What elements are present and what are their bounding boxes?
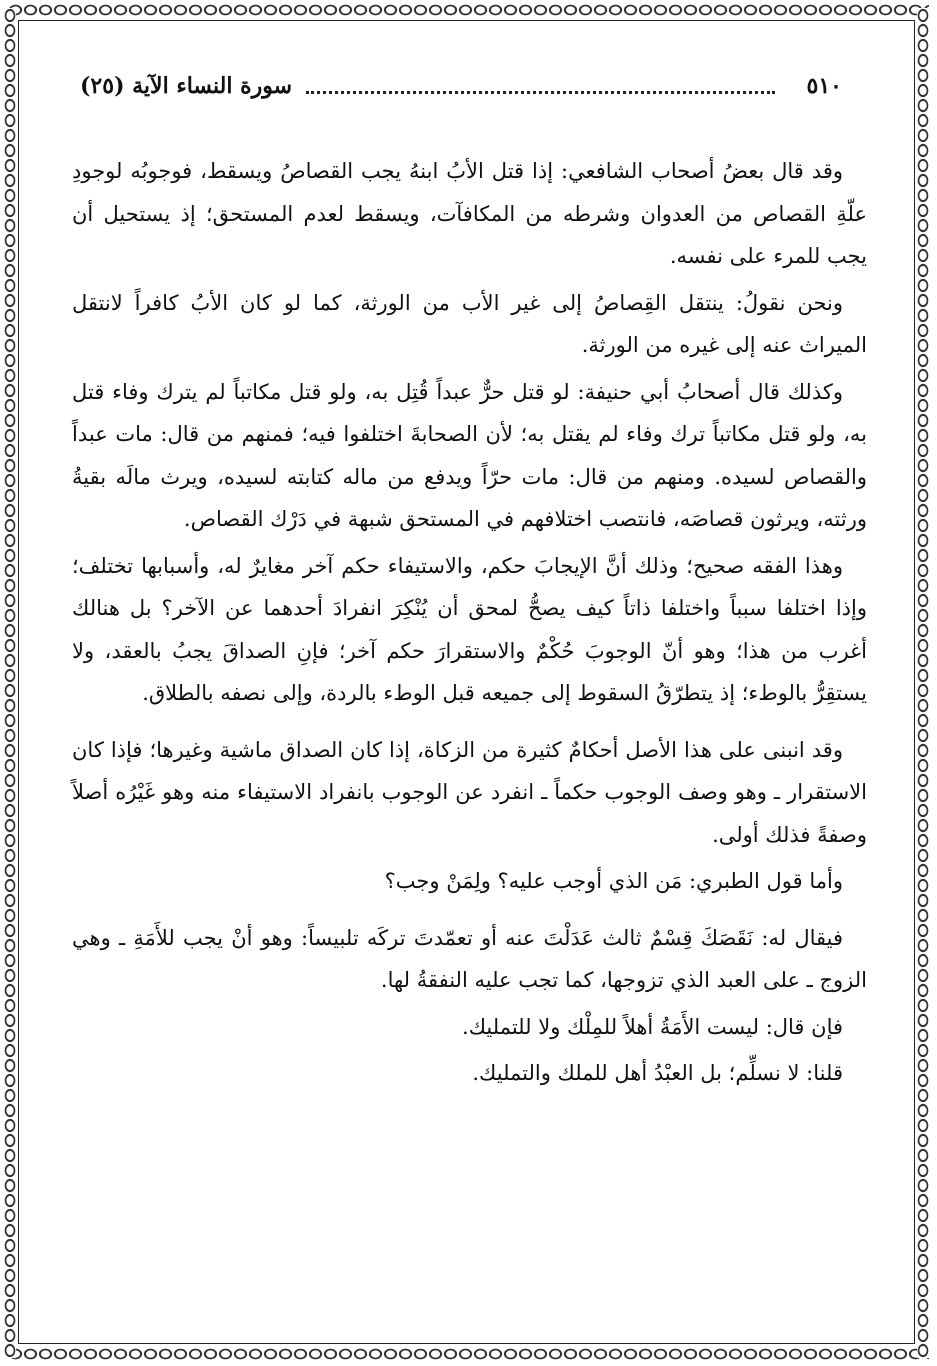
page-number: ٥١٠ bbox=[806, 73, 842, 99]
decorative-border-right bbox=[917, 8, 929, 1358]
surah-title: سورة النساء الآية (٢٥) bbox=[80, 73, 293, 99]
paragraph: وقد قال بعضُ أصحاب الشافعي: إذا قتل الأبُ ابنهُ يجب القصاصُ ويسقط، فوجوبُه لوجودِ علّةِ القصاص من العدوان وشرطه من المكافآت، ويسقط لعدم المستحق؛ إذ يستحيل أن يجب للمرء على نفسه. bbox=[72, 159, 867, 268]
paragraph: فيقال له: نَقَصَكَ قِسْمٌ ثالث عَدَلْتَ عنه أو تعمّدتَ تركَه تلبيساً: وهو أنْ يجب للأَمَةِ ـ وهي الزوج ـ على العبد الذي تزوجها، كما تجب عليه النفقةُ لها. bbox=[72, 925, 867, 992]
paragraph: ونحن نقولُ: ينتقل القِصاصُ إلى غير الأب من الورثة، كما لو كان الأبُ كافراً لانتقل الميراث عنه إلى غيره من الورثة. bbox=[72, 290, 867, 357]
page-body bbox=[72, 150, 867, 1099]
running-header bbox=[80, 66, 842, 106]
decorative-border-left bbox=[4, 8, 16, 1358]
decorative-border-bottom bbox=[8, 1348, 929, 1360]
paragraph: وأما قول الطبري: مَن الذي أوجب عليه؟ ولِمَنْ وجب؟ bbox=[384, 869, 843, 893]
paragraph: وهذا الفقه صحيح؛ وذلك أنَّ الإيجابَ حكم، والاستيفاء حكم آخر مغايرٌ له، وأسبابها تختلف؛ وإذا اختلفا سبباً واختلفا ذاتاً كيف يصحُّ لمحق أن يُنْكِرَ انفرادَ أحدهما عن الآخر؟ بل هنالك أغرب من هذا؛ وهو أنّ الوجوبَ حُكْمٌ والاستقرارَ حكم آخر؛ فإنِ الصداقَ يجبُ بالعقد، ولا يستقِرُّ بالوطء؛ إذ يتطرّقُ السقوط إلى جميعه قبل الوطء بالردة، وإلى نصفه بالطلاق. bbox=[72, 553, 867, 705]
paragraph: وكذلك قال أصحابُ أبي حنيفة: لو قتل حرٌّ عبداً قُتِل به، ولو قتل مكاتباً لم يترك وفاء قتل به، ولو قتل مكاتباً ترك وفاء لم يقتل به؛ لأن الصحابةَ اختلفوا فيه؛ فمنهم من قال: مات عبداً والقصاص لسيده. ومنهم من قال: مات حرّاً ويدفع من ماله كتابته لسيده، ويرث مالَه بقيةُ ورثته، ويرثون قصاصَه، فانتصب اختلافهم في المستحق شبهة في دَرْك القصاص. bbox=[72, 379, 867, 531]
paragraph: قلنا: لا نسلِّم؛ بل العبْدُ أهل للملك والتمليك. bbox=[472, 1061, 843, 1085]
decorative-border-top bbox=[8, 4, 929, 16]
paragraph: وقد انبنى على هذا الأصل أحكامٌ كثيرة من الزكاة، إذا كان الصداق ماشية وغيرها؛ فإذا كان الاستقرار ـ وهو وصف الوجوب حكماً ـ انفرد عن الوجوب بانفراد الاستيفاء منه وهو غَيْرُه أصلاً وصفةً فذلك أولى. bbox=[72, 737, 867, 847]
header-leader-dots bbox=[306, 91, 774, 94]
paragraph: فإن قال: ليست الأَمَةُ أهلاً للمِلْك ولا للتمليك. bbox=[462, 1014, 843, 1039]
